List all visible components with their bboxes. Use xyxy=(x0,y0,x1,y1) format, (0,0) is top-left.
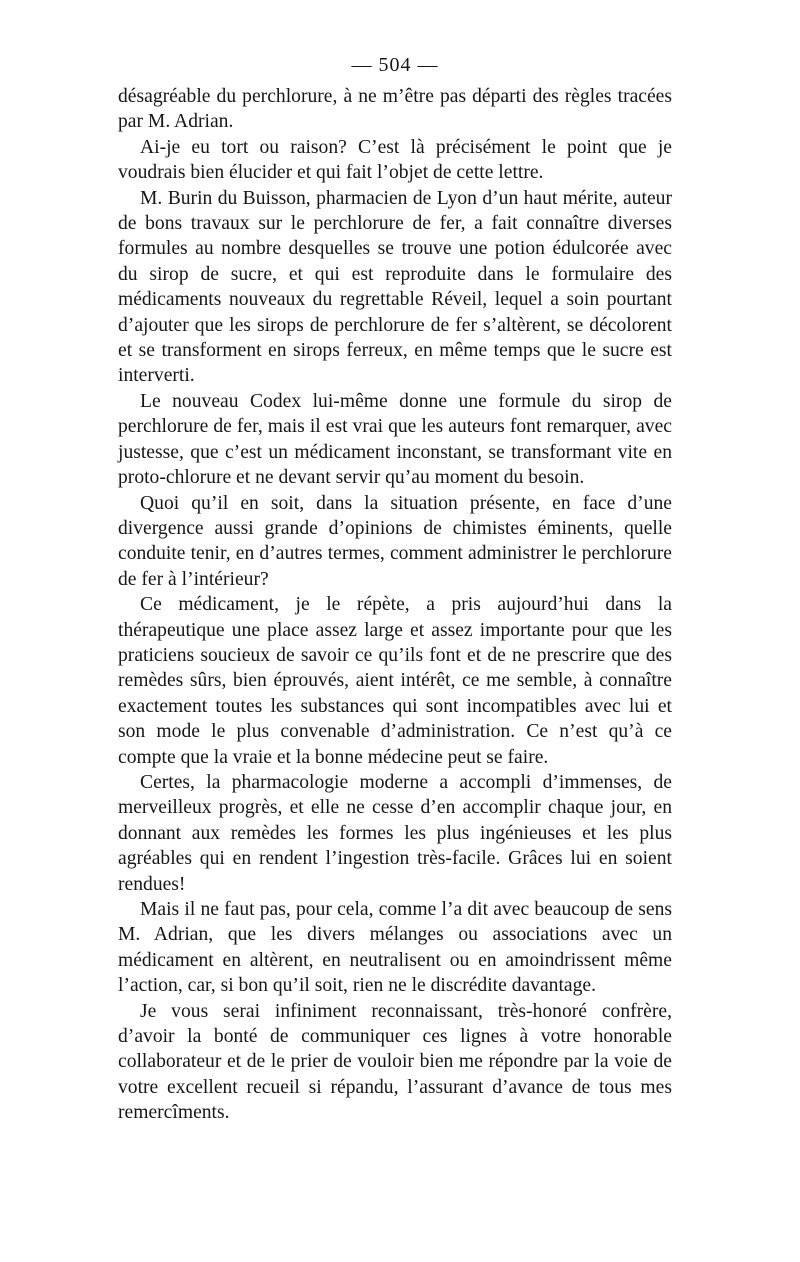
document-page xyxy=(118,52,672,1126)
paragraph-2: Ai-je eu tort ou raison? C’est là précisément le point que je voudrais bien élucider et qui fait l’objet de cette lettre. xyxy=(118,136,672,184)
paragraph-4: Le nouveau Codex lui-même donne une formule du sirop de perchlorure de fer, mais il est vrai que les auteurs font remarquer, avec justesse, que c’est un médicament inconstant, se transformant vite en proto-chlorure et ne devant servir qu’au moment du besoin. xyxy=(118,390,672,489)
paragraph-9: Je vous serai infiniment reconnaissant, très-honoré confrère, d’avoir la bonté de communiquer ces lignes à votre honorable collaborateur et de le prier de vouloir bien me répondre par la voie de votre excellent recueil si répandu, l’assurant d’avance de tous mes remercîments. xyxy=(118,1000,672,1124)
paragraph-3: M. Burin du Buisson, pharmacien de Lyon d’un haut mérite, auteur de bons travaux sur le perchlorure de fer, a fait connaître diverses formules au nombre desquelles se trouve une potion édulcorée avec du sirop de sucre, et qui est reproduite dans le formulaire des médicaments nouveaux du regrettable Réveil, lequel a soin pourtant d’ajouter que les sirops de perchlorure de fer s’altèrent, se décolorent et se transforment en sirops ferreux, en même temps que le sucre est interverti. xyxy=(118,187,672,387)
paragraph-8: Mais il ne faut pas, pour cela, comme l’a dit avec beaucoup de sens M. Adrian, que les divers mélanges ou associations avec un médicament en altèrent, en neutralisent ou en amoindrissent même l’action, car, si bon qu’il soit, rien ne le discrédite davantage. xyxy=(118,899,672,997)
paragraph-5: Quoi qu’il en soit, dans la situation présente, en face d’une divergence aussi grande d’opinions de chimistes éminents, quelle conduite tenir, en d’autres termes, comment administrer le perchlorure de fer à l’intérieur? xyxy=(118,492,672,590)
paragraph-1: désagréable du perchlorure, à ne m’être pas départi des règles tracées par M. Adrian. xyxy=(118,86,672,133)
paragraph-7: Certes, la pharmacologie moderne a accompli d’immenses, de merveilleux progrès, et elle ne cesse d’en accomplir chaque jour, en donnant aux remèdes les formes les plus ingénieuses et les plus agréables qui en rendent l’ingestion très-facile. Grâces lui en soient rendues! xyxy=(118,771,672,895)
paragraph-6: Ce médicament, je le répète, a pris aujourd’hui dans la thérapeutique une place assez large et assez importante pour que les praticiens soucieux de savoir ce qu’ils font et de ne prescrire que des remèdes sûrs, bien éprouvés, aient intérêt, ce me semble, à connaître exactement toutes les substances qui sont incompatibles avec lui et son mode le plus convenable d’administration. Ce n’est qu’à ce compte que la vraie et la bonne médecine peut se faire. xyxy=(118,594,672,768)
page-number: — 504 — xyxy=(351,54,439,76)
